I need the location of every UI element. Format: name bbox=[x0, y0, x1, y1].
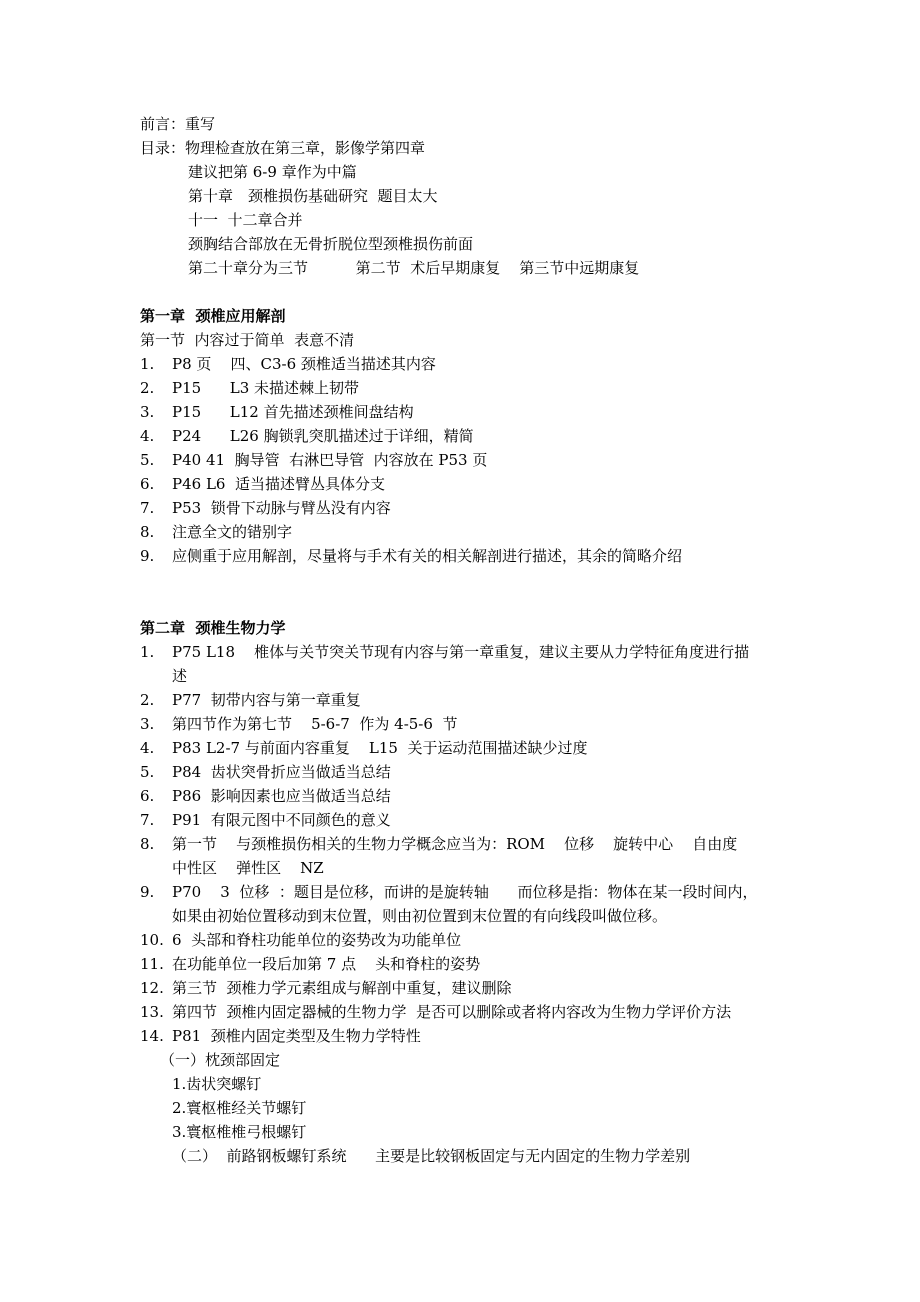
ch2-item-6: P86 影响因素也应当做适当总结 bbox=[172, 787, 391, 805]
toc-line bbox=[140, 138, 425, 158]
ch2-item-13: 第四节 颈椎内固定器械的生物力学 是否可以删除或者将内容改为生物力学评价方法 bbox=[172, 1003, 732, 1021]
ch2-item-11-num: 11. bbox=[140, 955, 164, 973]
toc-label: 目录： bbox=[140, 139, 186, 157]
ch1-item-3: P15 L12 首先描述颈椎间盘结构 bbox=[172, 403, 414, 421]
ch2-item-1-cont: 述 bbox=[172, 667, 188, 685]
chapter2-title: 第二章 颈椎生物力学 bbox=[140, 619, 286, 637]
ch2-item-2: P77 韧带内容与第一章重复 bbox=[172, 691, 361, 709]
ch2-item-4-num: 4. bbox=[140, 739, 155, 757]
ch2-item-10-num: 10. bbox=[140, 931, 164, 949]
ch1-item-8-num: 8. bbox=[140, 523, 155, 541]
ch1-item-9: 应侧重于应用解剖，尽量将与手术有关的相关解剖进行描述，其余的简略介绍 bbox=[172, 547, 683, 565]
ch1-item-7-num: 7. bbox=[140, 499, 155, 517]
ch2-item-8-num: 8. bbox=[140, 835, 155, 853]
ch2-item-11: 在功能单位一段后加第 7 点 头和脊柱的姿势 bbox=[172, 955, 481, 973]
toc-line-1: 建议把第 6-9 章作为中篇 bbox=[188, 163, 357, 181]
ch2-item-6-num: 6. bbox=[140, 787, 155, 805]
ch2-item-3-num: 3. bbox=[140, 715, 155, 733]
chapter1-title: 第一章 颈椎应用解剖 bbox=[140, 307, 286, 325]
ch2-item-13-num: 13. bbox=[140, 1003, 164, 1021]
ch2-sub1-item-1: 1.齿状突螺钉 bbox=[172, 1075, 262, 1093]
ch2-item-1-num: 1. bbox=[140, 643, 155, 661]
ch2-sub1-heading: （一）枕颈部固定 bbox=[160, 1051, 281, 1069]
preface-line bbox=[140, 114, 215, 134]
ch2-sub1-item-2: 2.寰枢椎经关节螺钉 bbox=[172, 1099, 307, 1117]
ch2-item-8: 第一节 与颈椎损伤相关的生物力学概念应当为：ROM 位移 旋转中心 自由度 bbox=[172, 835, 738, 853]
ch1-item-1: P8 页 四、C3-6 颈椎适当描述其内容 bbox=[172, 355, 436, 373]
ch1-item-8: 注意全文的错别字 bbox=[172, 523, 293, 541]
chapter1-section: 第一节 内容过于简单 表意不清 bbox=[140, 331, 355, 349]
ch1-item-9-num: 9. bbox=[140, 547, 155, 565]
ch2-item-7-num: 7. bbox=[140, 811, 155, 829]
ch2-item-9: P70 3 位移 ：题目是位移，而讲的是旋转轴 而位移是指：物体在某一段时间内， bbox=[172, 883, 758, 901]
ch2-item-4: P83 L2-7 与前面内容重复 L15 关于运动范围描述缺少过度 bbox=[172, 739, 588, 757]
ch2-item-12-num: 12. bbox=[140, 979, 164, 997]
toc-line-5: 第二十章分为三节 第二节 术后早期康复 第三节中远期康复 bbox=[188, 259, 640, 277]
ch1-item-5-num: 5. bbox=[140, 451, 155, 469]
toc-line-3: 十一 十二章合并 bbox=[188, 211, 303, 229]
ch2-sub1-item-3: 3.寰枢椎椎弓根螺钉 bbox=[172, 1123, 307, 1141]
ch2-item-5: P84 齿状突骨折应当做适当总结 bbox=[172, 763, 391, 781]
preface-text: 重写 bbox=[185, 115, 216, 133]
ch2-item-1: P75 L18 椎体与关节突关节现有内容与第一章重复，建议主要从力学特征角度进行描 bbox=[172, 643, 750, 661]
ch2-item-7: P91 有限元图中不同颜色的意义 bbox=[172, 811, 391, 829]
ch2-sub2-heading: （二） 前路钢板螺钉系统 主要是比较钢板固定与无内固定的生物力学差别 bbox=[172, 1147, 691, 1165]
ch1-item-5: P40 41 胸导管 右淋巴导管 内容放在 P53 页 bbox=[172, 451, 488, 469]
ch1-item-6-num: 6. bbox=[140, 475, 155, 493]
ch1-item-7: P53 锁骨下动脉与臂丛没有内容 bbox=[172, 499, 391, 517]
ch2-item-9-num: 9. bbox=[140, 883, 155, 901]
ch2-item-14: P81 颈椎内固定类型及生物力学特性 bbox=[172, 1027, 421, 1045]
toc-line-2: 第十章 颈椎损伤基础研究 题目太大 bbox=[188, 187, 438, 205]
ch2-item-2-num: 2. bbox=[140, 691, 155, 709]
ch1-item-1-num: 1. bbox=[140, 355, 155, 373]
ch1-item-3-num: 3. bbox=[140, 403, 155, 421]
toc-line-4: 颈胸结合部放在无骨折脱位型颈椎损伤前面 bbox=[188, 235, 474, 253]
ch2-item-14-num: 14. bbox=[140, 1027, 164, 1045]
ch1-item-2-num: 2. bbox=[140, 379, 155, 397]
preface-label: 前言： bbox=[140, 115, 186, 133]
ch1-item-2: P15 L3 未描述棘上韧带 bbox=[172, 379, 360, 397]
ch1-item-4: P24 L26 胸锁乳突肌描述过于详细，精简 bbox=[172, 427, 474, 445]
ch2-item-10: 6 头部和脊柱功能单位的姿势改为功能单位 bbox=[172, 931, 462, 949]
ch2-item-8-cont: 中性区 弹性区 NZ bbox=[172, 859, 324, 877]
ch1-item-6: P46 L6 适当描述臂丛具体分支 bbox=[172, 475, 385, 493]
ch2-item-3: 第四节作为第七节 5-6-7 作为 4-5-6 节 bbox=[172, 715, 458, 733]
toc-first: 物理检查放在第三章，影像学第四章 bbox=[185, 139, 426, 157]
ch2-item-9-cont: 如果由初始位置移动到末位置，则由初位置到末位置的有向线段叫做位移。 bbox=[172, 907, 668, 925]
ch1-item-4-num: 4. bbox=[140, 427, 155, 445]
ch2-item-5-num: 5. bbox=[140, 763, 155, 781]
ch2-item-12: 第三节 颈椎力学元素组成与解剖中重复，建议删除 bbox=[172, 979, 512, 997]
